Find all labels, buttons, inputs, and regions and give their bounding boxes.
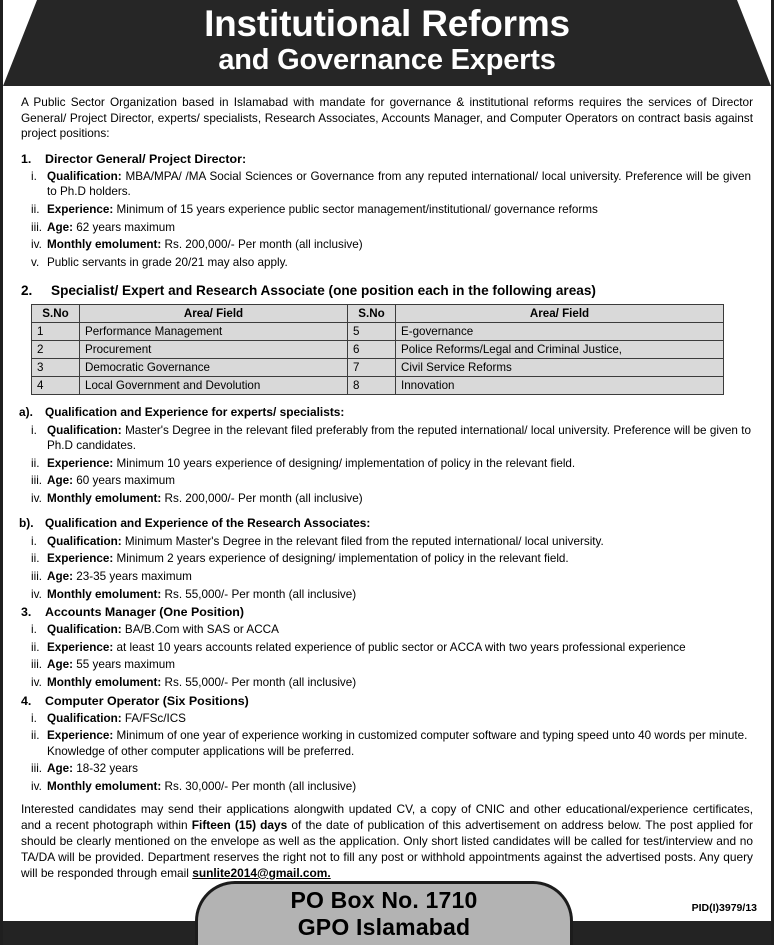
cell-area-1: Democratic Governance xyxy=(80,359,348,377)
item-label: Qualification: xyxy=(47,423,122,437)
cell-sno-1: 1 xyxy=(32,322,80,340)
section-2-title: Specialist/ Expert and Research Associate (one position each in the following areas) xyxy=(51,283,596,299)
section-3-heading xyxy=(17,604,757,620)
cell-sno-1: 4 xyxy=(32,377,80,395)
list-item xyxy=(17,255,757,271)
cell-sno-2: 5 xyxy=(348,322,396,340)
item-label: Age: xyxy=(47,474,73,488)
item-text xyxy=(47,675,757,691)
item-text xyxy=(47,255,757,271)
item-value: 62 years maximum xyxy=(72,220,175,234)
item-text xyxy=(47,534,757,550)
cell-area-2: Civil Service Reforms xyxy=(396,359,724,377)
roman-numeral: ii. xyxy=(31,640,40,654)
subsection-a-heading xyxy=(17,405,757,420)
list-item xyxy=(17,728,757,759)
roman-numeral: ii. xyxy=(31,552,40,566)
roman-numeral: iii. xyxy=(31,658,43,672)
cell-sno-2: 7 xyxy=(348,359,396,377)
po-box-line-2: GPO Islamabad xyxy=(297,914,471,941)
roman-numeral: ii. xyxy=(31,729,40,743)
list-item xyxy=(17,456,757,472)
po-box-line-1: PO Box No. 1710 xyxy=(290,887,478,913)
list-item xyxy=(17,237,757,253)
section-1-items xyxy=(17,169,757,270)
item-text xyxy=(47,473,757,489)
roman-numeral: i. xyxy=(31,711,37,725)
column-header-area-2: Area/ Field xyxy=(396,304,724,322)
roman-numeral: iv. xyxy=(31,587,42,601)
item-value: Rs. 200,000/- Per month (all inclusive) xyxy=(161,491,363,505)
item-text xyxy=(47,237,757,253)
roman-numeral: iii. xyxy=(31,762,43,776)
list-item xyxy=(17,657,757,673)
table-row xyxy=(32,359,724,377)
cell-area-2: Police Reforms/Legal and Criminal Justice, xyxy=(396,340,724,358)
roman-numeral: i. xyxy=(31,423,37,437)
roman-numeral: iii. xyxy=(31,474,43,488)
subsection-a-letter: a). xyxy=(19,405,33,420)
item-value: 18-32 years xyxy=(72,762,138,776)
item-text xyxy=(47,491,757,507)
item-value: Minimum Master's Degree in the relevant filed from the reputed international/ local university. xyxy=(121,534,604,548)
item-text xyxy=(47,728,757,759)
roman-numeral: iv. xyxy=(31,675,42,689)
item-label: Age: xyxy=(47,658,73,672)
item-label: Monthly emolument: xyxy=(47,238,162,252)
item-text xyxy=(47,169,757,200)
item-label: Age: xyxy=(47,570,73,584)
item-text xyxy=(47,456,757,472)
section-1-heading xyxy=(17,151,757,167)
item-label: Qualification: xyxy=(47,623,122,637)
closing-paragraph xyxy=(21,802,753,881)
intro-paragraph: A Public Sector Organization based in Islamabad with mandate for governance & institutional reforms requires the services of Director General/ Project Director, experts/ specialists, Research Associates, Accounts Manager, and Computer Operators on contract basis against project positions: xyxy=(21,95,753,141)
section-3-title: Accounts Manager (One Position) xyxy=(45,605,244,620)
list-item xyxy=(17,711,757,727)
cell-sno-2: 6 xyxy=(348,340,396,358)
item-label: Qualification: xyxy=(47,534,122,548)
banner-title-line2: and Governance Experts xyxy=(218,44,556,77)
list-item xyxy=(17,169,757,200)
item-text xyxy=(47,622,757,638)
item-text xyxy=(47,220,757,236)
item-label: Experience: xyxy=(47,456,114,470)
banner-title-line1: Institutional Reforms xyxy=(204,3,570,44)
roman-numeral: iv. xyxy=(31,238,42,252)
advertisement-body xyxy=(3,86,771,882)
list-item xyxy=(17,761,757,777)
item-value: MBA/MPA/ /MA Social Sciences or Governance from any reputed international/ local university. Preference will be given to Ph.D holders. xyxy=(47,169,751,199)
table-header-row xyxy=(32,304,724,322)
section-4-items xyxy=(17,711,757,795)
item-text xyxy=(47,779,757,795)
cell-area-1: Procurement xyxy=(80,340,348,358)
header-banner xyxy=(3,0,771,86)
roman-numeral: iv. xyxy=(31,491,42,505)
item-value: Minimum 2 years experience of designing/ implementation of policy in the relevant field. xyxy=(113,552,569,566)
list-item xyxy=(17,569,757,585)
item-value: 23-35 years maximum xyxy=(72,570,192,584)
column-header-sno-1: S.No xyxy=(32,304,80,322)
item-text xyxy=(47,761,757,777)
closing-part-2: of the date of publication of this advertisement on address below. The post applied for should be clearly mentioned on the envelope as well as the application. Only short listed candidates will be called for test/interview and no TA/DA will be provided. Department reserves the right not to fill any post or withhold appointments against the advertised posts. Any query will be responded through email xyxy=(21,818,753,880)
item-value: Rs. 30,000/- Per month (all inclusive) xyxy=(161,779,357,793)
column-header-area-1: Area/ Field xyxy=(80,304,348,322)
roman-numeral: ii. xyxy=(31,202,40,216)
list-item xyxy=(17,551,757,567)
item-value: BA/B.Com with SAS or ACCA xyxy=(121,623,279,637)
item-label: Experience: xyxy=(47,729,114,743)
list-item xyxy=(17,491,757,507)
subsection-b-letter: b). xyxy=(19,516,34,531)
item-text xyxy=(47,202,757,218)
item-text xyxy=(47,423,757,454)
cell-area-1: Performance Management xyxy=(80,322,348,340)
deadline-text: Fifteen (15) days xyxy=(191,818,288,833)
roman-numeral: iii. xyxy=(31,220,43,234)
item-text xyxy=(47,640,757,656)
item-text xyxy=(47,551,757,567)
closing-part-1: Interested candidates may send their applications alongwith updated CV, a copy of CNIC and other educational/experience certificates, and a recent photograph within xyxy=(21,802,753,833)
item-label: Qualification: xyxy=(47,711,122,725)
roman-numeral: iii. xyxy=(31,570,43,584)
po-box-panel xyxy=(195,881,573,945)
subsection-b-title: Qualification and Experience of the Research Associates: xyxy=(45,516,371,531)
cell-area-2: Innovation xyxy=(396,377,724,395)
section-4-number: 4. xyxy=(21,693,32,708)
item-value: Rs. 55,000/- Per month (all inclusive) xyxy=(161,675,357,689)
item-value: FA/FSc/ICS xyxy=(121,711,186,725)
roman-numeral: iv. xyxy=(31,779,42,793)
item-text xyxy=(47,711,757,727)
item-value: Rs. 55,000/- Per month (all inclusive) xyxy=(161,587,357,601)
section-1-title: Director General/ Project Director: xyxy=(45,151,247,166)
item-label: Monthly emolument: xyxy=(47,491,162,505)
list-item xyxy=(17,622,757,638)
banner-title-group xyxy=(3,0,771,77)
item-label: Monthly emolument: xyxy=(47,587,162,601)
subsection-b-heading xyxy=(17,516,757,531)
item-label: Monthly emolument: xyxy=(47,675,162,689)
areas-table xyxy=(31,304,724,395)
item-value: Minimum 10 years experience of designing/ implementation of policy in the relevant field. xyxy=(113,456,576,470)
list-item xyxy=(17,587,757,603)
subsection-a-title: Qualification and Experience for experts/ specialists: xyxy=(45,405,345,420)
item-label: Age: xyxy=(47,762,73,776)
table-row xyxy=(32,322,724,340)
list-item xyxy=(17,640,757,656)
cell-sno-1: 2 xyxy=(32,340,80,358)
table-row xyxy=(32,340,724,358)
item-label: Experience: xyxy=(47,640,114,654)
cell-sno-2: 8 xyxy=(348,377,396,395)
list-item xyxy=(17,779,757,795)
list-item xyxy=(17,423,757,454)
item-label: Experience: xyxy=(47,552,114,566)
item-label: Qualification: xyxy=(47,169,122,183)
subsection-b-items xyxy=(17,534,757,602)
item-text xyxy=(47,587,757,603)
item-label: Monthly emolument: xyxy=(47,779,162,793)
item-value: Rs. 200,000/- Per month (all inclusive) xyxy=(161,238,363,252)
item-value: at least 10 years accounts related experience of public sector or ACCA with two years professional experience xyxy=(113,640,686,654)
item-value: Minimum of 15 years experience public sector management/institutional/ governance reforms xyxy=(113,202,598,216)
item-value: 60 years maximum xyxy=(72,474,175,488)
subsection-a-items xyxy=(17,423,757,507)
section-1-number: 1. xyxy=(21,151,32,166)
cell-area-2: E-governance xyxy=(396,322,724,340)
list-item xyxy=(17,202,757,218)
item-value: Public servants in grade 20/21 may also apply. xyxy=(47,255,288,269)
list-item xyxy=(17,473,757,489)
section-2-heading xyxy=(17,282,757,300)
roman-numeral: v. xyxy=(31,255,40,269)
item-label: Experience: xyxy=(47,202,114,216)
table-row xyxy=(32,377,724,395)
section-3-number: 3. xyxy=(21,605,32,620)
item-text xyxy=(47,657,757,673)
list-item xyxy=(17,675,757,691)
section-2-number: 2. xyxy=(21,283,33,299)
item-value: Master's Degree in the relevant filed preferably from the reputed international/ local university. Preference will be given to Ph.D candidates. xyxy=(47,423,751,453)
section-4-title: Computer Operator (Six Positions) xyxy=(45,693,249,708)
item-value: 55 years maximum xyxy=(72,658,175,672)
column-header-sno-2: S.No xyxy=(348,304,396,322)
roman-numeral: ii. xyxy=(31,456,40,470)
roman-numeral: i. xyxy=(31,623,37,637)
contact-email-link[interactable]: sunlite2014@gmail.com. xyxy=(192,865,331,880)
item-value: Minimum of one year of experience working in customized computer software and typing speed unto 40 words per minute. Knowledge of other computer applications will be preferred. xyxy=(47,729,748,758)
section-4-heading xyxy=(17,693,757,709)
list-item xyxy=(17,534,757,550)
cell-sno-1: 3 xyxy=(32,359,80,377)
item-label: Age: xyxy=(47,220,73,234)
pid-reference: PID(I)3979/13 xyxy=(691,902,757,914)
roman-numeral: i. xyxy=(31,169,37,183)
roman-numeral: i. xyxy=(31,534,37,548)
item-text xyxy=(47,569,757,585)
section-3-items xyxy=(17,622,757,690)
list-item xyxy=(17,220,757,236)
cell-area-1: Local Government and Devolution xyxy=(80,377,348,395)
